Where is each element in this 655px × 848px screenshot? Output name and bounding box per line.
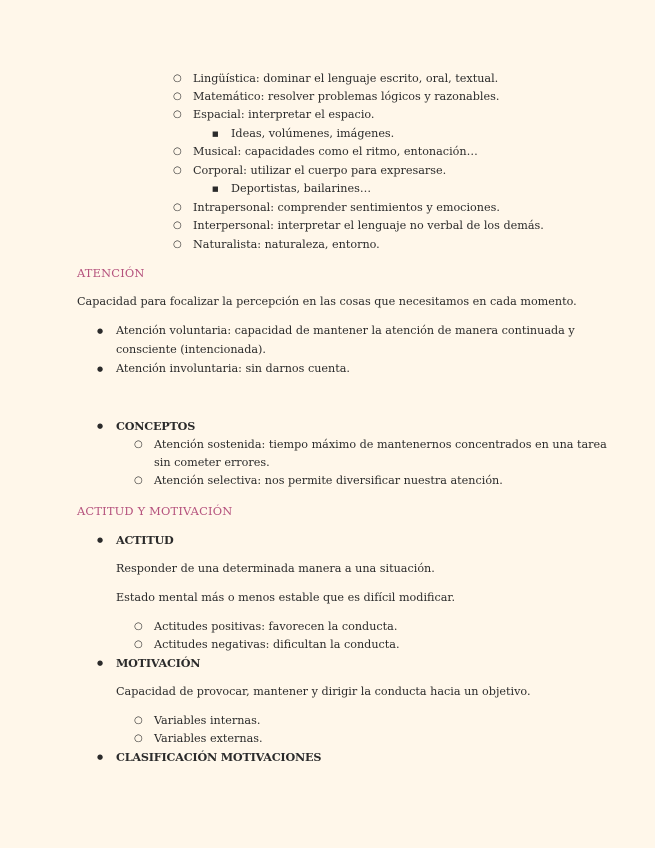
- paragraph: Estado mental más o menos estable que es difícil modificar.: [116, 591, 456, 604]
- list-item: ● Atención involuntaria: sin darnos cuenta.: [116, 360, 350, 378]
- list-item: ● Atención voluntaria: capacidad de mantener la atención de manera continuada y: [116, 322, 575, 340]
- list-item-motivacion: ● MOTIVACIÓN: [116, 654, 200, 672]
- list-item-continuation: sin cometer errores.: [154, 456, 270, 469]
- paragraph: Capacidad para focalizar la percepción en las cosas que necesitamos en cada momento.: [77, 295, 577, 308]
- list-item: ○ Naturalista: naturaleza, entorno.: [193, 236, 380, 254]
- list-item-clasificacion: ● CLASIFICACIÓN MOTIVACIONES: [116, 748, 321, 766]
- section-heading-atencion: ATENCIÓN: [77, 266, 145, 280]
- list-item: ○ Interpersonal: interpretar el lenguaje no verbal de los demás.: [193, 217, 544, 235]
- list-item-conceptos: ● CONCEPTOS: [116, 417, 195, 435]
- section-heading-actitud: ACTITUD Y MOTIVACIÓN: [77, 504, 233, 518]
- list-item: ○ Corporal: utilizar el cuerpo para expresarse.: [193, 162, 446, 180]
- list-item: ■ Ideas, volúmenes, imágenes.: [231, 125, 394, 143]
- list-item: ○ Lingüística: dominar el lenguaje escrito, oral, textual.: [193, 70, 498, 88]
- list-item: ■ Deportistas, bailarines…: [231, 180, 371, 198]
- list-item: ○ Musical: capacidades como el ritmo, entonación…: [193, 143, 478, 161]
- list-item: ○ Variables internas.: [154, 712, 260, 730]
- list-item: ○ Atención sostenida: tiempo máximo de mantenernos concentrados en una tarea: [154, 436, 607, 454]
- list-item: ○ Atención selectiva: nos permite diversificar nuestra atención.: [154, 472, 503, 490]
- list-item: ○ Intrapersonal: comprender sentimientos y emociones.: [193, 199, 500, 217]
- list-item-continuation: consciente (intencionada).: [116, 343, 266, 356]
- list-item-actitud: ● ACTITUD: [116, 531, 174, 549]
- list-item: ○ Actitudes positivas: favorecen la conducta.: [154, 618, 397, 636]
- list-item: ○ Actitudes negativas: dificultan la conducta.: [154, 636, 400, 654]
- list-item: ○ Variables externas.: [154, 730, 263, 748]
- paragraph: Responder de una determinada manera a una situación.: [116, 562, 435, 575]
- list-item: ○ Espacial: interpretar el espacio.: [193, 106, 375, 124]
- paragraph: Capacidad de provocar, mantener y dirigir la conducta hacia un objetivo.: [116, 685, 531, 698]
- list-item: ○ Matemático: resolver problemas lógicos y razonables.: [193, 88, 499, 106]
